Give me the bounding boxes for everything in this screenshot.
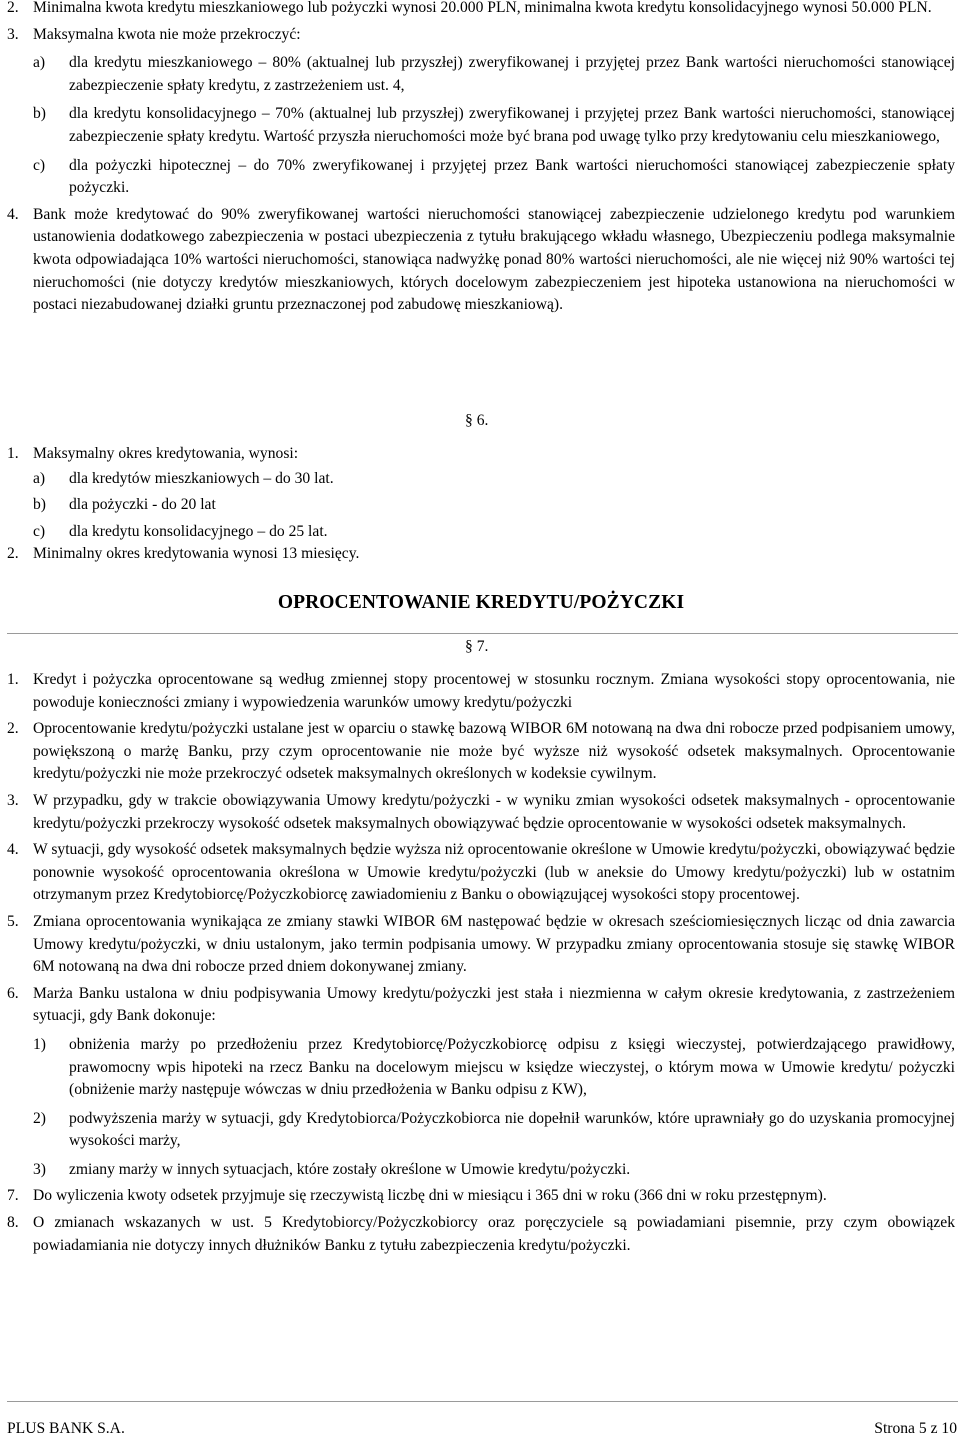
- list-item: 8. O zmianach wskazanych w ust. 5 Kredytobiorcy/Pożyczkobiorcy oraz poręczyciele są powiadamiani pisemnie, przy czym obowiązek powiadamiania nie dotyczy innych dłużników Banku z tytułu zabezpieczenia kredytu/pożyczki.: [7, 1214, 955, 1254]
- list-item: 5. Zmiana oprocentowania wynikająca ze zmiany stawki WIBOR 6M następować będzie w okresach sześciomiesięcznych licząc od dnia zawarcia Umowy kredytu/pożyczki, w dniu ustalonym, jako termin podpisania umowy. W przypadku zmiany oprocentowania stosuje się stawkę WIBOR 6M notowaną na dwa dni robocze przed dniem dokonywanej zmiany.: [7, 912, 955, 976]
- loan-amount-section: [7, 0, 955, 317]
- section-6-sign: § 6.: [465, 412, 489, 429]
- list-item: 3. W przypadku, gdy w trakcie obowiązywania Umowy kredytu/pożyczki - w wyniku zmian wysokości odsetek maksymalnych - oprocentowanie kredytu/pożyczki przekroczy wysokość odsetek maksymalnych obowiązywać będzie oprocentowanie w wysokości odsetek maksymalnych.: [7, 791, 955, 832]
- page-number: Strona 5 z 10: [874, 1420, 957, 1437]
- list-item: 4. W sytuacji, gdy wysokość odsetek maksymalnych będzie wyższa niż oprocentowanie określone w Umowie kredytu/pożyczki, obowiązywać będzie ponownie wysokość oprocentowania określona w Umowie kredytu/pożyczki (lub w aneksie do Umowy kredytu/pożyczki) lub w ostatnim otrzymanym przez Kredytobiorcę/Pożyczkobiorcę zawiadomieniu z Banku o obowiązującej wysokości stopy procentowej.: [7, 841, 955, 904]
- list-item: 4. Bank może kredytować do 90% zweryfikowanej wartości nieruchomości stanowiącej zabezpieczenie udzielonego kredytu pod warunkiem ustanowienia dodatkowego zabezpieczenia w postaci ubezpieczenia z tytułu brakującego wkładu własnego, Ubezpieczeniu podlega maksymalnie kwota odpowiadająca 10% wartości nieruchomości, stanowiąca nadwyżkę ponad 80% wartości nieruchomości, ale nie więcej niż 90% wartości tej nieruchomości (nie dotyczy kredytów mieszkaniowych, których docelowym zabezpieczeniem jest hipoteka ustanowiona na nieruchomości w postaci niezabudowanej działki gruntu przeznaczonej pod zabudowę mieszkaniową).: [7, 205, 955, 314]
- divider: [7, 633, 958, 634]
- sub-list-item: c) dla pożyczki hipotecznej – do 70% zweryfikowanej i przyjętej przez Bank wartości nieruchomości stanowiącej zabezpieczenie spłaty pożyczki.: [33, 156, 955, 197]
- section-7-sign: § 7.: [465, 638, 489, 655]
- list-item: 1. Maksymalny okres kredytowania, wynosi:: [7, 445, 299, 462]
- list-item: 2. Oprocentowanie kredytu/pożyczki ustalane jest w oparciu o stawkę bazową WIBOR 6M notowaną na dwa dni robocze przed podpisaniem umowy, powiększoną o marżę Banku, przy czym oprocentowanie nie może być wyższe niż wysokość odsetek maksymalnych. Oprocentowanie kredytu/pożyczki nie może przekroczyć odsetek maksymalnych określonych w kodeksie cywilnym.: [7, 720, 955, 783]
- sub-list-item: 1) obniżenia marży po przedłożeniu przez Kredytobiorcę/Pożyczkobiorcę odpisu z księgi wieczystej, potwierdzającego prawidłowy, prawomocny wpis hipoteki na rzecz Banku na docelowym miejscu w księdze wieczystej, o którym mowa w Umowie kredytu/ pożyczki (obniżenie marży następuje wówczas w dniu przedłożenia w Banku odpisu z KW),: [33, 1035, 955, 1099]
- sub-list-item: b) dla kredytu konsolidacyjnego – 70% (aktualnej lub przyszłej) zweryfikowanej i przyjętej przez Bank wartości nieruchomości, stanowiącej zabezpieczenie spłaty kredytu. Wartość przyszła nieruchomości może być brana pod uwagę tylko przy kredytowaniu celu mieszkaniowego,: [33, 105, 955, 145]
- sub-list-item: a) dla kredytów mieszkaniowych – do 30 lat.: [33, 469, 334, 487]
- sub-list-item: b) dla pożyczki - do 20 lat: [33, 496, 216, 514]
- sub-list-item: a) dla kredytu mieszkaniowego – 80% (aktualnej lub przyszłej) zweryfikowanej i przyjętej przez Bank wartości nieruchomości stanowiącej zabezpieczenie spłaty kredytu, z zastrzeżeniem ust. 4,: [33, 54, 955, 94]
- sub-list-item: 2) podwyższenia marży w sytuacji, gdy Kredytobiorca/Pożyczkobiorca nie dopełnił warunków, które uprawniały go do uzyskania promocyjnej wysokości marży,: [33, 1109, 955, 1150]
- list-item: 1. Kredyt i pożyczka oprocentowane są według zmiennej stopy procentowej w stosunku rocznym. Zmiana wysokości stopy oprocentowania, nie powoduje konieczności zmiany i wypowiedzenia warunków umowy kredytu/pożyczki: [7, 671, 955, 711]
- list-item: 6. Marża Banku ustalona w dniu podpisywania Umowy kredytu/pożyczki jest stała i niezmienna w całym okresie kredytowania, z zastrzeżeniem sytuacji, gdy Bank dokonuje:: [7, 984, 955, 1025]
- footer-divider: [7, 1401, 958, 1402]
- section-heading: OPROCENTOWANIE KREDYTU/POŻYCZKI: [277, 592, 685, 613]
- sub-list-item: 3) zmiany marży w innych sytuacjach, które zostały określone w Umowie kredytu/pożyczki.: [33, 1160, 631, 1178]
- list-item: 2. Minimalna kwota kredytu mieszkaniowego lub pożyczki wynosi 20.000 PLN, minimalna kwota kredytu konsolidacyjnego wynosi 50.000 PLN.: [7, 0, 932, 16]
- list-item: 2. Minimalny okres kredytowania wynosi 13 miesięcy.: [7, 545, 360, 563]
- list-item: 3. Maksymalna kwota nie może przekroczyć:: [7, 25, 301, 43]
- loan-period-section: [7, 443, 955, 566]
- company-name: PLUS BANK S.A.: [7, 1420, 125, 1437]
- list-item: 7. Do wyliczenia kwoty odsetek przyjmuje się rzeczywistą liczbę dni w miesiącu i 365 dni w roku (366 dni w roku przestępnym).: [7, 1187, 827, 1205]
- interest-section: [7, 669, 955, 1257]
- sub-list-item: c) dla kredytu konsolidacyjnego – do 25 lat.: [33, 522, 328, 540]
